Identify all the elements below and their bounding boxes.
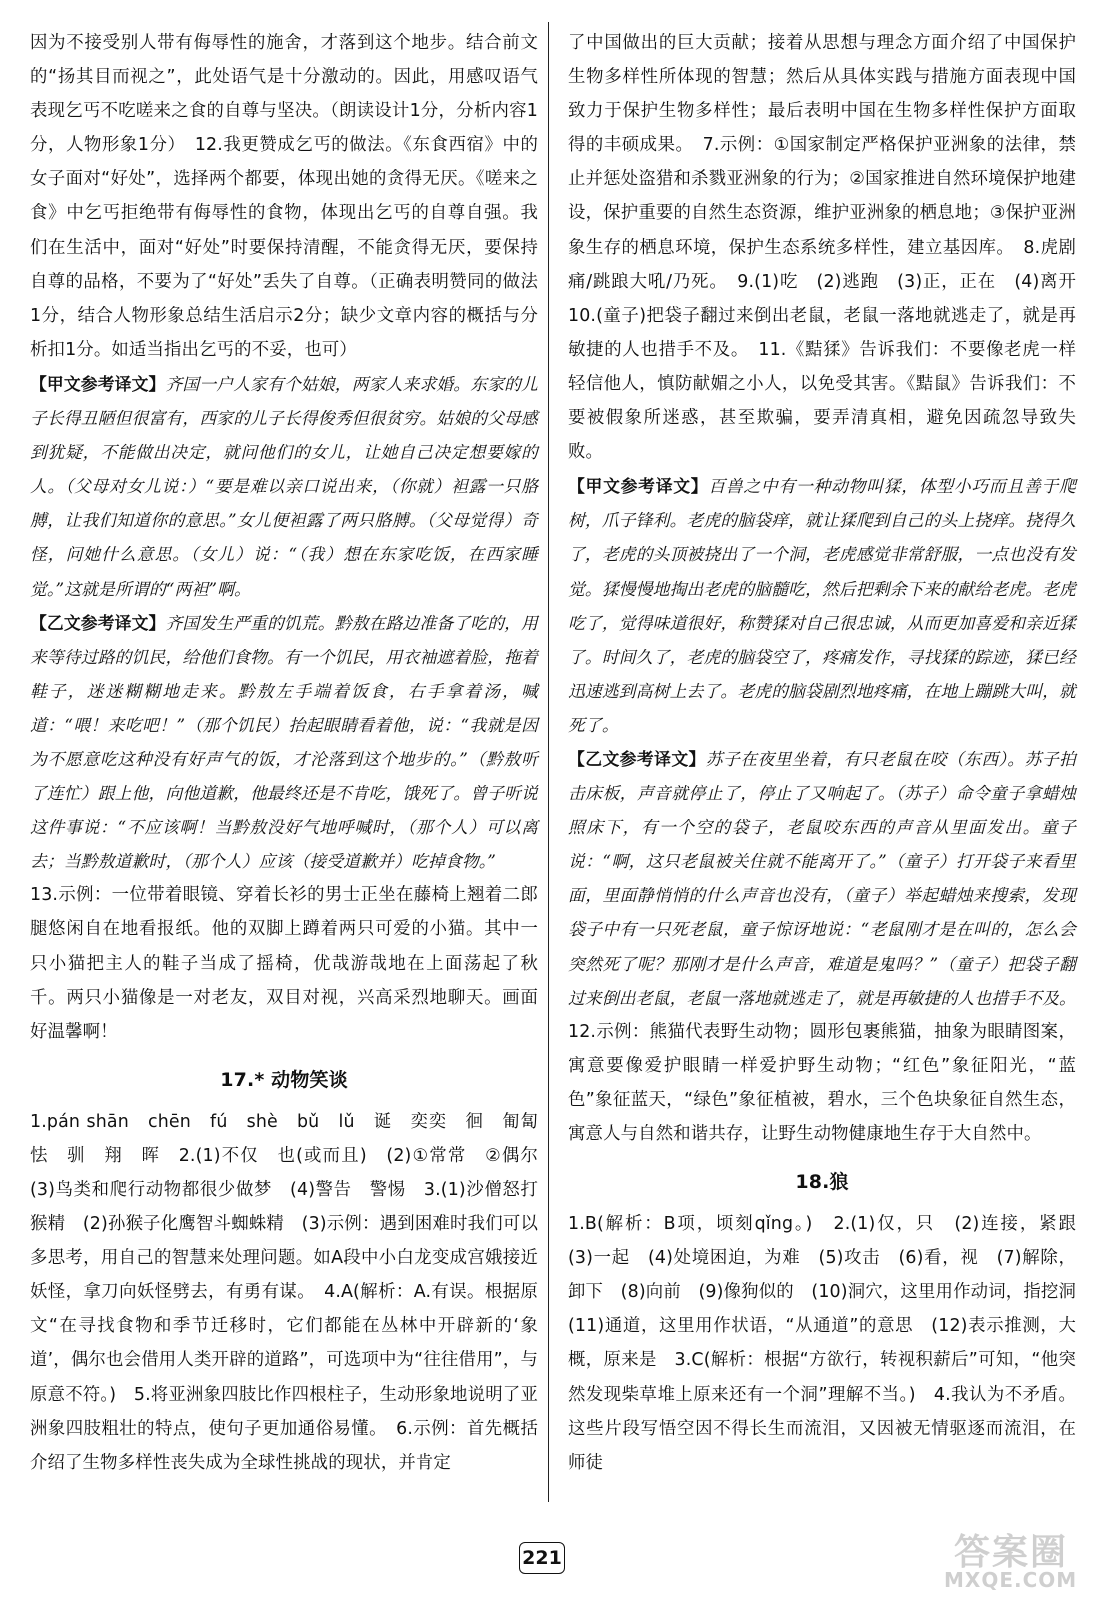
translation-tag: 【甲文参考译文】 xyxy=(30,373,166,394)
translation-text: 苏子在夜里坐着，有只老鼠在咬（东西）。苏子拍击床板，声音就停止了，停止了又响起了。（苏子）命令童子拿蜡烛照床下，有一个空的袋子，老鼠咬东西的声音从里面发出。童子说：“啊，这只老鼠被关住就不能离开了。”（童子）打开袋子来看里面，里面静悄悄的什么声音也没有，（童子）举起蜡烛来搜索，发现袋子中有一只死老鼠，童子惊讶地说：“老鼠刚才是在叫的，怎么会突然死了呢？那刚才是什么声音，难道是鬼吗？”（童子）把袋子翻过来倒出老鼠，老鼠一落地就逃走了，就是再敏捷的人也措手不及。 xyxy=(568,748,1076,1008)
answer-paragraph: 了中国做出的巨大贡献；接着从思想与理念方面介绍了中国保护生物多样性所体现的智慧；然后从具体实践与措施方面表现中国致力于保护生物多样性；最后表明中国在生物多样性保护方面取得的丰硕成果。 7.示例：①国家制定严格保护亚洲象的法律，禁止并惩处盗猎和杀戮亚洲象的行为；②国家推进自然环境保护地建设，保护重要的自然生态资源，维护亚洲象的栖息地；③保护亚洲象生存的栖息环境，保护生态系统多样性，建立基因库。 8.虎剧痛/跳踉大吼/乃死。 9.(1)吃 (2)逃跑 (3)正，正在 (4)离开 10.(童子)把袋子翻过来倒出老鼠，老鼠一落地就逃走了，就是再敏捷的人也措手不及。 11.《黠猱》告诉我们：不要像老虎一样轻信他人，慎防献媚之小人，以免受其害。《黠鼠》告诉我们：不要被假象所迷惑，甚至欺骗，要弄清真相，避免因疏忽导致失败。 xyxy=(568,33,1094,463)
watermark-text: 答案圈 xyxy=(954,1532,1069,1573)
translation-jia xyxy=(568,469,1076,742)
translation-tag: 【甲文参考译文】 xyxy=(568,476,709,497)
translation-text: 齐国发生严重的饥荒。黔敖在路边准备了吃的，用来等待过路的饥民，给他们食物。有一个饥民，用衣袖遮着脸，拖着鞋子，迷迷糊糊地走来。黔敖左手端着饭食，右手拿着汤，喊道：“喂！来吃吧！”（那个饥民）抬起眼睛看着他，说：“我就是因为不愿意吃这种没有好声气的饭，才沦落到这个地步的。”（黔敖听了连忙）跟上他，向他道歉，他最终还是不肯吃，饿死了。曾子听说这件事说：“不应该啊！当黔敖没好气地呼喊时，（那个人）可以离去；当黔敖道歉时，（那个人）应该（接受道歉并）吃掉食物。” xyxy=(30,612,538,872)
answer-13: 13.示例：一位带着眼镜、穿着长衫的男士正坐在藤椅上翘着二郎腿悠闲自在地看报纸。他的双脚上蹲着两只可爱的小猫。其中一只小猫把主人的鞋子当成了摇椅，优哉游哉地在上面荡起了秋千。两只小猫像是一对老友，双目对视，兴高采烈地聊天。画面好温馨啊！ xyxy=(30,885,538,1042)
section-title-18: 18.狼 xyxy=(795,1171,849,1194)
section-title-17: 17.* 动物笑谈 xyxy=(220,1068,348,1091)
translation-jia xyxy=(30,367,538,606)
answer-paragraph: 因为不接受别人带有侮辱性的施舍，才落到这个地步。结合前文的“扬其目而视之”，此处语气是十分激动的。因此，用感叹语气表现乞丐不吃嗟来之食的自尊与坚决。（朗读设计1分，分析内容1分，人物形象1分） 12.我更赞成乞丐的做法。《东食西宿》中的女子面对“好处”，选择两个都要，体现出她的贪得无厌。《嗟来之食》中乞丐拒绝带有侮辱性的食物，体现出乞丐的自尊自强。我们在生活中，面对“好处”时要保持清醒，不能贪得无厌，要保持自尊的品格，不要为了“好处”丢失了自尊。（正确表明赞同的做法1分，结合人物形象总结生活启示2分；缺少文章内容的概括与分析扣1分。如适当指出乞丐的不妥，也可） xyxy=(30,33,538,360)
translation-text: 百兽之中有一种动物叫猱，体型小巧而且善于爬树，爪子锋利。老虎的脑袋痒，就让猱爬到自己的头上挠痒。挠得久了，老虎的头顶被挠出了一个洞，老虎感觉非常舒服，一点也没有发觉。猱慢慢地掏出老虎的脑髓吃，然后把剩余下来的献给老虎。老虎吃了，觉得味道很好，称赞猱对自己很忠诚，从而更加喜爱和亲近猱了。时间久了，老虎的脑袋空了，疼痛发作，寻找猱的踪迹，猱已经迅速逃到高树上去了。老虎的脑袋剧烈地疼痛，在地上蹦跳大叫，就死了。 xyxy=(568,476,1077,735)
left-column xyxy=(30,26,556,1480)
translation-yi xyxy=(568,742,1076,1015)
answer-12: 12.示例：熊猫代表野生动物；圆形包裹熊猫，抽象为眼睛图案，寓意要像爱护眼睛一样爱护野生动物；“红色”象征阳光，“蓝色”象征蓝天，“绿色”象征植被，碧水，三个色块象征自然生态，寓意人与自然和谐共存，让野生动物健康地生存于大自然中。 xyxy=(568,1021,1076,1144)
translation-tag: 【乙文参考译文】 xyxy=(568,748,706,769)
translation-tag: 【乙文参考译文】 xyxy=(30,612,166,633)
right-column xyxy=(568,26,1094,1480)
translation-yi xyxy=(30,606,538,879)
section-17-answers: 1.pán shān chēn fú shè bǔ lǔ 诞 奕奕 徊 匍匐 怯 驯 翔 晖 2.(1)不仅 也(或而且) (2)①常常 ②偶尔 (3)鸟类和爬行动物都很少做梦 (4)警告 警惕 3.(1)沙僧怒打猴精 (2)孙猴子化鹰智斗蜘蛛精 (3)示例：遇到困难时我们可以多思考，用自己的智慧来处理问题。如A段中小白龙变成宫娥接近妖怪，拿刀向妖怪劈去，有勇有谋。 4.A(解析：A.有误。根据原文“在寻找食物和季节迁移时，它们都能在丛林中开辟新的‘象道’，偶尔也会借用人类开辟的道路”，可选项中为“往往借用”，与原意不符。) 5.将亚洲象四肢比作四根柱子，生动形象地说明了亚洲象四肢粗壮的特点，使句子更加通俗易懂。 6.示例：首先概括介绍了生物多样性丧失成为全球性挑战的现状，并肯定 xyxy=(30,1111,556,1473)
page-number: 221 xyxy=(519,1542,565,1574)
section-18-answers: 1.B(解析：B项，顷刻qǐng。) 2.(1)仅，只 (2)连接，紧跟 (3)一起 (4)处境困迫，为难 (5)攻击 (6)看，视 (7)解除，卸下 (8)向前 (9)像狗似的 (10)洞穴，这里用作动词，指挖洞 (11)通道，这里用作状语，“从通道”的意思 (12)表示推测，大概，原来是 3.C(解析：根据“方欲行，转视积薪后”可知，“他突然发现柴草堆上原来还有一个洞”理解不当。) 4.我认为不矛盾。这些片段写悟空因不得长生而流泪，又因被无情驱逐而流泪，在师徒 xyxy=(568,1214,1094,1473)
watermark-url: MXQE.COM xyxy=(944,1568,1078,1592)
column-divider xyxy=(548,22,549,1502)
watermark-logo xyxy=(936,1524,1096,1594)
translation-text: 齐国一户人家有个姑娘，两家人来求婚。东家的儿子长得丑陋但很富有，西家的儿子长得俊秀但很贫穷。姑娘的父母感到犹疑，不能做出决定，就问他们的女儿，让她自己决定想要嫁的人。（父母对女儿说：）“要是难以亲口说出来，（你就）袒露一只胳膊，让我们知道你的意思。”女儿便袒露了两只胳膊。（父母觉得）奇怪，问她什么意思。（女儿）说：“（我）想在东家吃饭，在西家睡觉。”这就是所谓的“两袒”啊。 xyxy=(30,373,538,599)
